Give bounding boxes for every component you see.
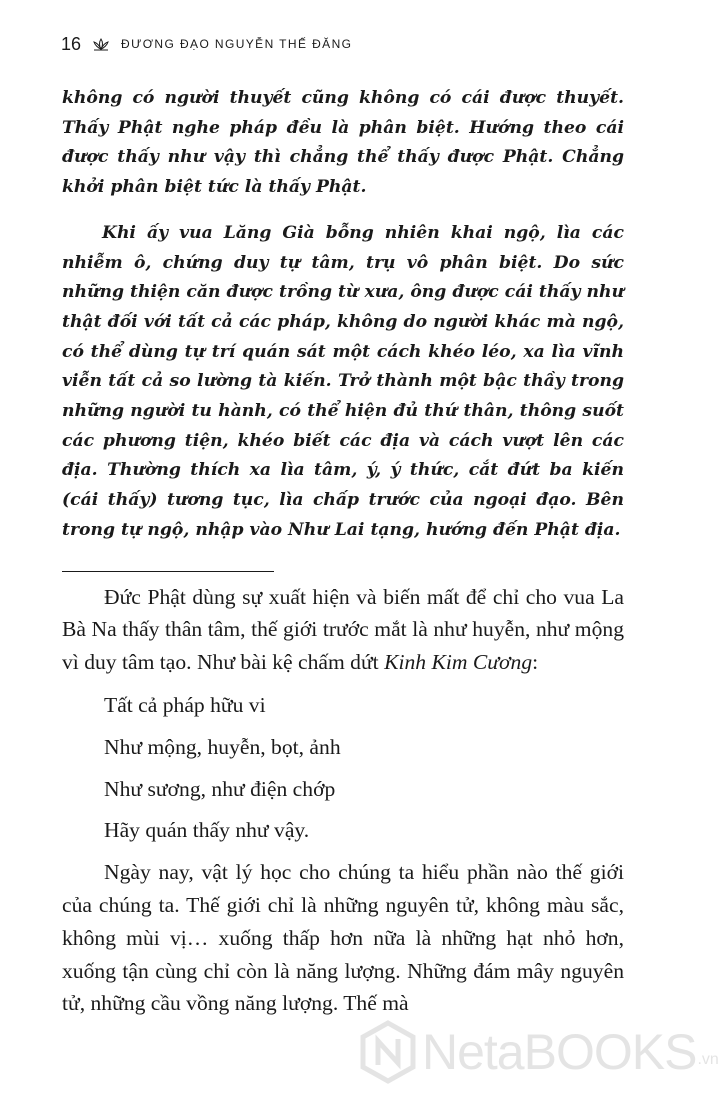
- lotus-icon: [91, 37, 111, 51]
- intro-colon: :: [532, 650, 539, 675]
- page-number: 16: [61, 33, 82, 54]
- verse-line: Như sương, như điện chớp: [104, 776, 336, 801]
- verse-line: Như mộng, huyễn, bọt, ảnh: [104, 734, 341, 759]
- netabooks-logo-icon: [360, 1021, 416, 1083]
- body-paragraph: [62, 581, 624, 679]
- page-content: [62, 84, 624, 1020]
- sutra-title: Kinh Kim Cương: [384, 650, 533, 675]
- verse: [62, 689, 624, 847]
- body-text: [62, 581, 624, 1021]
- watermark-brand: NetaBOOKS: [422, 1024, 697, 1080]
- page-header: [61, 30, 352, 58]
- intro-text: Đức Phật dùng sự xuất hiện và biến mất để chỉ cho vua La Bà Na thấy thân tâm, thế giới trước mắt là như huyễn, như mộng vì duy tâm tạo. Như bài kệ chấm dứt: [62, 584, 624, 675]
- watermark: [360, 1021, 719, 1083]
- watermark-suffix: .vn: [697, 1051, 719, 1068]
- body-paragraph: Ngày nay, vật lý học cho chúng ta hiểu phần nào thế giới của chúng ta. Thế giới chỉ là những nguyên tử, không màu sắc, không mùi vị… xuống thấp hơn nữa là những hạt nhỏ hơn, xuống tận cùng chỉ còn là năng lượng. Những đám mây nguyên tử, những cầu vồng năng lượng. Thế mà: [62, 860, 624, 1016]
- verse-line: Hãy quán thấy như vậy.: [104, 818, 310, 843]
- quote-paragraph: không có người thuyết cũng không có cái được thuyết. Thấy Phật nghe pháp đều là phân biệt. Hướng theo cái được thấy như vậy thì chẳng thể thấy được Phật. Chẳng khởi phân biệt tức là thấy Phật.: [62, 88, 624, 198]
- section-divider: [62, 571, 274, 572]
- quote-paragraph: Khi ấy vua Lăng Già bỗng nhiên khai ngộ, lìa các nhiễm ô, chứng duy tự tâm, trụ vô phân biệt. Do sức những thiện căn được trồng từ xưa, ông được cái thấy như thật đối với tất cả các pháp, không do người khác mà ngộ, có thể dùng tự trí quán sát một cách khéo léo, xa lìa vĩnh viễn tất cả so lường tà kiến. Trở thành một bậc thầy trong những người tu hành, có thể hiện đủ thứ thân, thông suốt các phương tiện, khéo biết các địa và cách vượt lên các địa. Thường thích xa lìa tâm, ý, ý thức, cắt đứt ba kiến (cái thấy) tương tục, lìa chấp trước của ngoại đạo. Bên trong tự ngộ, nhập vào Như Lai tạng, hướng đến Phật địa.: [62, 222, 624, 540]
- quoted-passage: [62, 84, 624, 546]
- running-title: ĐƯƠNG ĐẠO NGUYỄN THẾ ĐĂNG: [121, 37, 353, 51]
- verse-line: Tất cả pháp hữu vi: [104, 692, 266, 717]
